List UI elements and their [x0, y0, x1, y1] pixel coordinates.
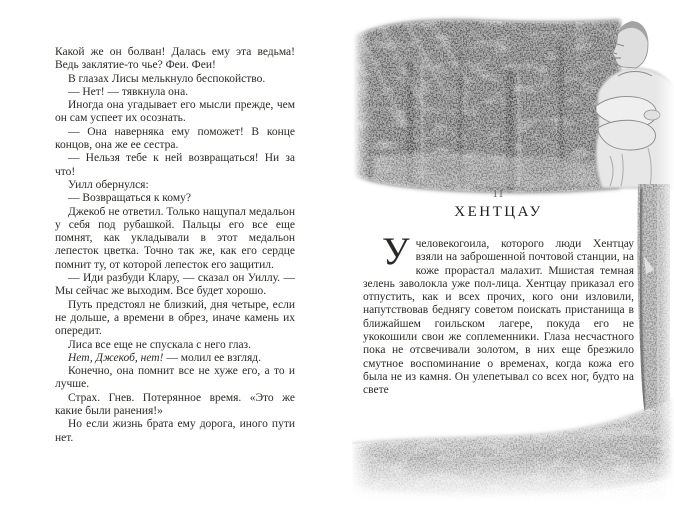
paragraph: Страх. Гнев. Потерянное время. «Это же какие были ранения!» — [55, 391, 295, 418]
paragraph-body: человекогоила, которого люди Хентцау взяли на заброшенной почтовой станции, на коже прорастал малахит. Мшистая темная зелень заволокла уже пол-лица. Хентцау приказал его отпустить, как и всех прочих, кого они изловили, напутствовав беднягу советом поискать пристанища в ближайшем гоильском лагере, покуда его не укокошили свои же соплеменники. Глаза несчастного пока не отсвечивали золотом, в них еще брезжило смутное воспоминание о временах, когда кожа его была не из камня. Он улепетывал со всех ног, будто на свете — [363, 238, 634, 397]
chapter-heading — [363, 189, 634, 220]
paragraph: — Она наверняка ему поможет! В конце концов, она же ее сестра. — [55, 125, 295, 152]
paragraph: Какой же он болван! Далась ему эта ведьма! Ведь заклятие-то чье? Феи. Феи! — [55, 46, 295, 72]
paragraph: Путь предстоял не близкий, дня четыре, если не дольше, а времени в обрез, иначе камень их опередит. — [55, 298, 295, 338]
drop-cap: У — [382, 230, 410, 273]
forest-texture — [352, 14, 622, 194]
right-page-text — [363, 230, 634, 398]
paragraph: Уилл обернулся: — [68, 178, 149, 191]
left-page-text — [55, 46, 295, 445]
italic-phrase: Нет, Джекоб, нет! — [68, 351, 164, 364]
ground-texture — [352, 396, 674, 504]
paragraph: Но если жизнь брата ему дорога, иного пути нет. — [55, 418, 295, 444]
paragraph: Иногда она угадывает его мысли прежде, чем он сам успеет их осознать. — [55, 99, 295, 125]
chapter-number: 11 — [492, 189, 505, 200]
paragraph: — Возвращаться к кому? — [68, 192, 191, 205]
paragraph: Джекоб не ответил. Только нащупал медальон у себя под рубашкой. Пальцы его все еще помнят, как укладывали в этот медальон лепесток цветка. Точно так же, как его сердце помнит ту, от которой лепесток его защитил. — [55, 205, 295, 271]
paragraph — [55, 352, 295, 365]
paragraph: — Нет! — тявкнула она. — [68, 85, 189, 98]
paragraph: Лиса все еще не спускала с него глаз. — [68, 338, 251, 351]
chapter-title: ХЕНТЦАУ — [454, 204, 543, 220]
opening-paragraph — [363, 230, 634, 398]
edge-fade — [656, 6, 674, 506]
paragraph: — Иди разбуди Клару, — сказал он Уиллу. — Мы сейчас же выходим. Все будет хорошо. — [55, 272, 295, 298]
paragraph: В глазах Лисы мелькнуло беспокойство. — [68, 72, 266, 85]
paragraph: Конечно, она помнит все не хуже его, а то и лучше. — [55, 365, 295, 391]
paragraph-tail: — молил ее взгляд. — [163, 351, 262, 364]
paragraph: — Нельзя тебе к ней возвращаться! Ни за что! — [55, 152, 295, 178]
